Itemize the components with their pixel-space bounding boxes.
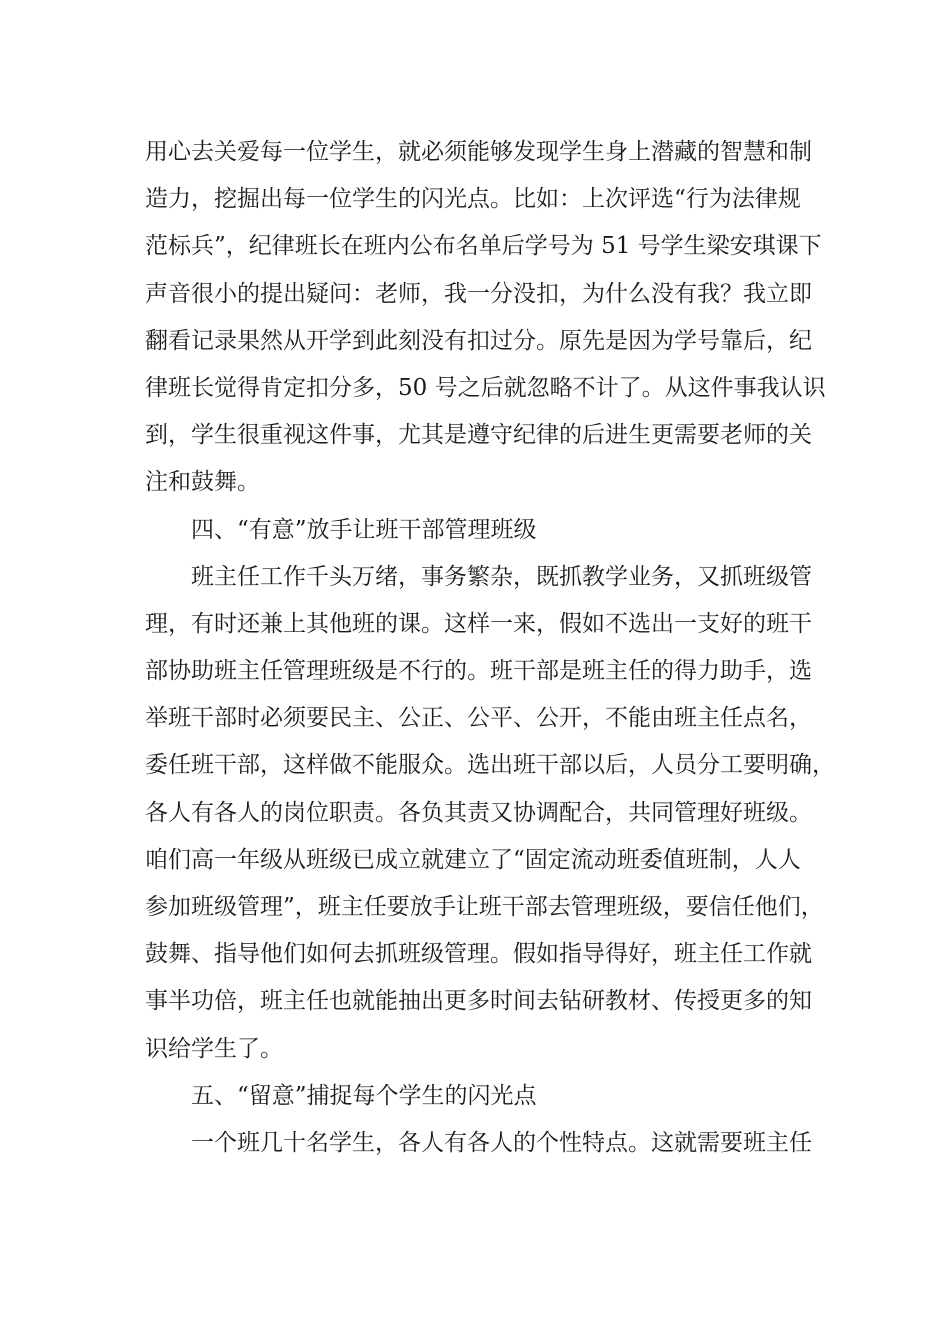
- text-line: 翻看记录果然从开学到此刻没有扣过分。原先是因为学号靠后，纪: [145, 327, 812, 354]
- text-line: 鼓舞、指导他们如何去抓班级管理。假如指导得好，班主任工作就: [145, 941, 812, 968]
- paragraph-start-line: 班主任工作千头万绪，事务繁杂，既抓教学业务，又抓班级管: [191, 563, 812, 590]
- text-line: 参加班级管理”，班主任要放手让班干部去管理班级，要信任他们，: [145, 894, 824, 920]
- text-line: 到，学生很重视这件事，尤其是遵守纪律的后进生更需要老师的关: [145, 422, 812, 449]
- text-line: 范标兵”，纪律班长在班内公布名单后学号为 51 号学生梁安琪课下: [145, 233, 822, 260]
- text-line: 律班长觉得肯定扣分多，50 号之后就忽略不计了。从这件事我认识: [145, 374, 826, 401]
- text-line: 委任班干部，这样做不能服众。选出班干部以后，人员分工要明确，: [145, 752, 835, 779]
- text-line: 注和鼓舞。: [145, 469, 260, 496]
- text-line: 事半功倍，班主任也就能抽出更多时间去钻研教材、传授更多的知: [145, 988, 812, 1015]
- text-line: 举班干部时必须要民主、公正、公平、公开，不能由班主任点名，: [145, 705, 812, 732]
- text-line: 识给学生了。: [145, 1035, 283, 1062]
- text-line: 咱们高一年级从班级已成立就建立了“固定流动班委值班制，人人: [145, 846, 801, 873]
- text-line: 各人有各人的岗位职责。各负其责又协调配合，共同管理好班级。: [145, 799, 812, 826]
- paragraph-start-line: 一个班几十名学生，各人有各人的个性特点。这就需要班主任: [191, 1129, 812, 1156]
- paragraph-start-line: 四、“有意”放手让班干部管理班级: [191, 516, 537, 543]
- paragraph-start-line: 五、“留意”捕捉每个学生的闪光点: [191, 1082, 537, 1109]
- text-line: 声音很小的提出疑问：老师，我一分没扣，为什么没有我？我立即: [145, 280, 812, 307]
- text-line: 理，有时还兼上其他班的课。这样一来，假如不选出一支好的班干: [145, 610, 812, 637]
- body-text: [145, 129, 835, 1167]
- text-line: 部协助班主任管理班级是不行的。班干部是班主任的得力助手，选: [145, 658, 812, 685]
- text-line: 造力，挖掘出每一位学生的闪光点。比如：上次评选“行为法律规: [145, 186, 801, 213]
- text-line: 用心去关爱每一位学生，就必须能够发现学生身上潜藏的智慧和制: [145, 139, 812, 165]
